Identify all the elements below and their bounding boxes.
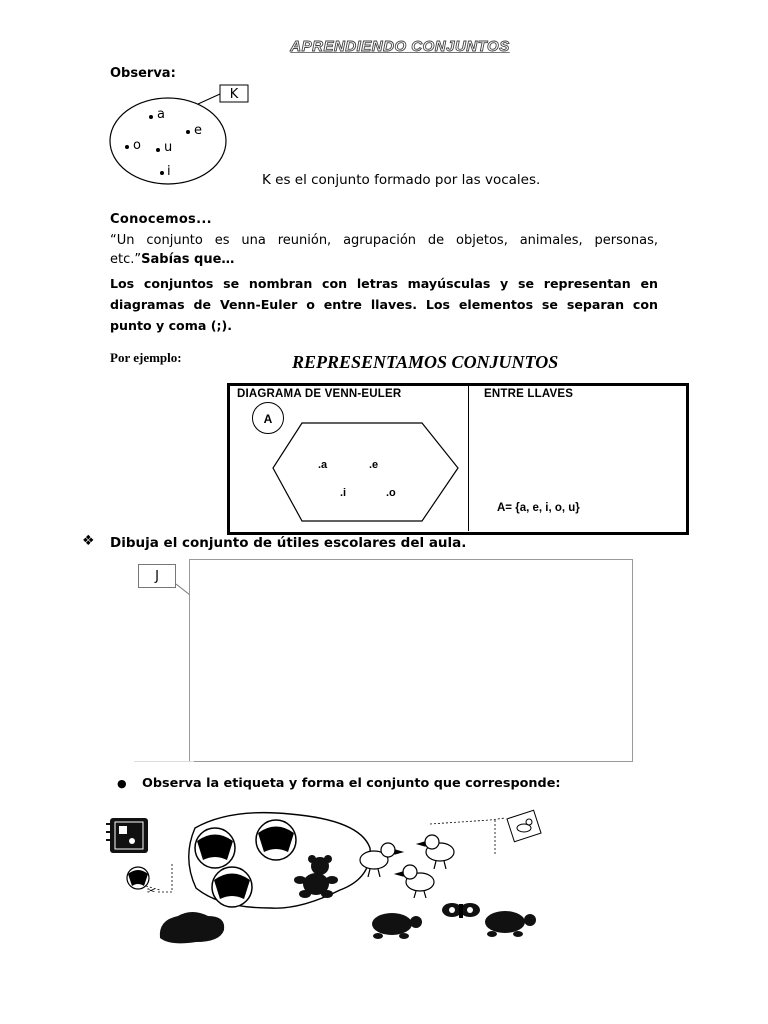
hex-element-o: .o: [386, 487, 396, 499]
turtle-icon: [372, 913, 422, 939]
notebook-icon: [106, 818, 148, 853]
svg-text:✂: ✂: [147, 886, 156, 897]
task1-instruction: Dibuja el conjunto de útiles escolares del aula.: [110, 535, 467, 551]
hex-element-a: .a: [318, 459, 328, 471]
set-a-hexagon: [273, 423, 458, 521]
butterfly-icon: [442, 903, 480, 918]
drawing-area-underline: [134, 761, 194, 762]
round-bullet-icon: ●: [117, 777, 127, 790]
shadow-shape: [160, 912, 224, 943]
diamond-bullet-icon: ❖: [82, 533, 95, 549]
set-a-label: A: [252, 402, 284, 434]
teddy-bear-icon: [294, 855, 338, 898]
beach-ball-icon: [212, 867, 252, 907]
observa-label: Observa:: [110, 66, 176, 81]
page-title: APRENDIENDO CONJUNTOS: [290, 38, 510, 55]
duck-icon: [418, 835, 454, 869]
drawing-area[interactable]: [189, 559, 633, 762]
element-e: e: [194, 123, 202, 138]
sabias-que: Sabías que…: [141, 252, 235, 267]
beach-ball-icon: [256, 820, 296, 860]
hexagon-diagram: [270, 420, 465, 525]
braces-label: ENTRE LLAVES: [484, 388, 574, 400]
hex-element-e: .e: [369, 459, 379, 471]
task2-instruction: Observa la etiqueta y forma el conjunto que corresponde:: [142, 776, 561, 791]
ball-tag-icon: [127, 864, 172, 897]
por-ejemplo-label: Por ejemplo:: [110, 350, 182, 365]
conocemos-heading: Conocemos...: [110, 212, 212, 227]
hex-element-i: .i: [340, 487, 347, 499]
element-u: u: [164, 140, 173, 155]
example-divider: [468, 386, 469, 531]
set-k-definition: K es el conjunto formado por las vocales.: [262, 172, 541, 188]
vowel-set-diagram: [100, 80, 270, 192]
braces-notation: A= {a, e, i, o, u}: [497, 502, 580, 514]
representamos-heading: REPRESENTAMOS CONJUNTOS: [292, 352, 559, 372]
label-connector: [198, 94, 220, 104]
duck-icon: [396, 865, 434, 898]
turtle-icon: [485, 911, 536, 937]
naming-rule: Los conjuntos se nombran con letras mayúsculas y se representan en diagramas de Venn-Euler o entre llaves. Los elementos se separan con punto y coma (;).: [110, 276, 658, 333]
quote-end: etc.”: [110, 252, 142, 267]
duck-icon: [360, 843, 402, 877]
element-o: o: [133, 138, 141, 153]
element-a: a: [157, 107, 165, 122]
beach-ball-icon: [195, 828, 235, 868]
quote-continuation: [110, 252, 234, 267]
venn-euler-label: DIAGRAMA DE VENN-EULER: [237, 388, 402, 400]
sets-illustration: [100, 808, 560, 953]
element-i: i: [167, 164, 171, 179]
set-definition-quote: “Un conjunto es una reunión, agrupación de objetos, animales, personas,: [110, 233, 658, 248]
set-j-label: J: [138, 564, 176, 588]
set-k-label: K: [229, 87, 239, 102]
